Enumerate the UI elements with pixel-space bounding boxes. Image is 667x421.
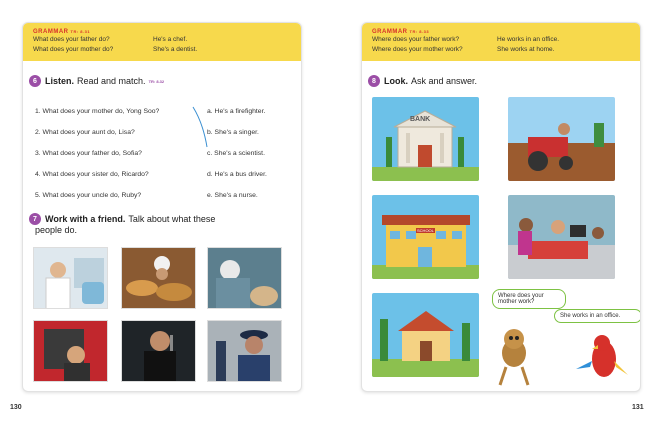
- farm-picture: [508, 97, 615, 181]
- grammar-question: Where does your mother work?: [372, 46, 463, 53]
- page-number-left: 130: [10, 404, 22, 411]
- match-answer[interactable]: c. She's a scientist.: [207, 150, 265, 157]
- match-answer[interactable]: a. He's a firefighter.: [207, 108, 266, 115]
- page-number-right: 131: [632, 404, 644, 411]
- section-8-header: [368, 75, 477, 87]
- house-picture: [372, 293, 479, 377]
- firefighter-illustration: [34, 321, 108, 382]
- section-7-header: [29, 213, 215, 225]
- right-page: [361, 22, 641, 392]
- grammar-answer: She works at home.: [497, 46, 555, 53]
- police-illustration: [208, 321, 282, 382]
- grammar-track: TR: 8.31: [70, 29, 91, 34]
- photo-firefighter: [33, 320, 108, 382]
- photo-dentist: [33, 247, 108, 309]
- match-answer[interactable]: e. She's a nurse.: [207, 192, 258, 199]
- match-question: 2. What does your aunt do, Lisa?: [35, 129, 135, 136]
- photo-police-officer: [207, 320, 282, 382]
- scientist-illustration: [208, 248, 282, 309]
- section-track: TR: 8.32: [148, 78, 165, 84]
- match-question: 5. What does your uncle do, Ruby?: [35, 192, 142, 199]
- grammar-title: GRAMMAR: [372, 29, 408, 35]
- left-page: [22, 22, 302, 392]
- chef-illustration: [122, 248, 196, 309]
- grammar-title: GRAMMAR: [33, 29, 69, 35]
- section-heading: Work with a friend.: [45, 214, 126, 224]
- grammar-row: [372, 35, 630, 45]
- grammar-answer: He works in an office.: [497, 36, 560, 43]
- section-number: 7: [29, 213, 41, 225]
- section-instruction-line2: people do.: [35, 225, 78, 235]
- grammar-question: What does your mother do?: [33, 46, 114, 53]
- match-answer[interactable]: b. She's a singer.: [207, 129, 259, 136]
- section-instruction: Talk about what these: [128, 214, 216, 224]
- grammar-track: TR: 8.33: [409, 29, 430, 34]
- match-question: 1. What does your mother do, Yong Soo?: [35, 108, 160, 115]
- grammar-row: [372, 45, 630, 55]
- grammar-question: Where does your father work?: [372, 36, 460, 43]
- school-picture: [372, 195, 479, 279]
- section-number: 6: [29, 75, 41, 87]
- grammar-answer: He's a chef.: [153, 36, 188, 43]
- bank-sign: BANK: [410, 116, 431, 123]
- section-heading: Look.: [384, 76, 408, 86]
- singer-illustration: [122, 321, 196, 382]
- section-heading: Listen.: [45, 76, 75, 86]
- match-question: 3. What does your father do, Sofia?: [35, 150, 142, 157]
- photo-chef: [121, 247, 196, 309]
- photo-scientist: [207, 247, 282, 309]
- section-number: 8: [368, 75, 380, 87]
- office-picture: [508, 195, 615, 279]
- grammar-box-right: [362, 23, 640, 61]
- grammar-question: What does your father do?: [33, 36, 110, 43]
- dentist-illustration: [34, 248, 108, 309]
- grammar-answer: She's a dentist.: [153, 46, 198, 53]
- match-answer[interactable]: d. He's a bus driver.: [207, 171, 267, 178]
- match-question: 4. What does your sister do, Ricardo?: [35, 171, 149, 178]
- photo-singer: [121, 320, 196, 382]
- section-instruction: Ask and answer.: [411, 76, 478, 86]
- bank-picture: [372, 97, 479, 181]
- school-sign: SCHOOL: [417, 228, 434, 233]
- speech-bubble-question: Where does your mother work?: [492, 289, 566, 309]
- speech-bubble-answer: She works in an office.: [554, 309, 641, 323]
- section-instruction: Read and match.: [77, 76, 146, 86]
